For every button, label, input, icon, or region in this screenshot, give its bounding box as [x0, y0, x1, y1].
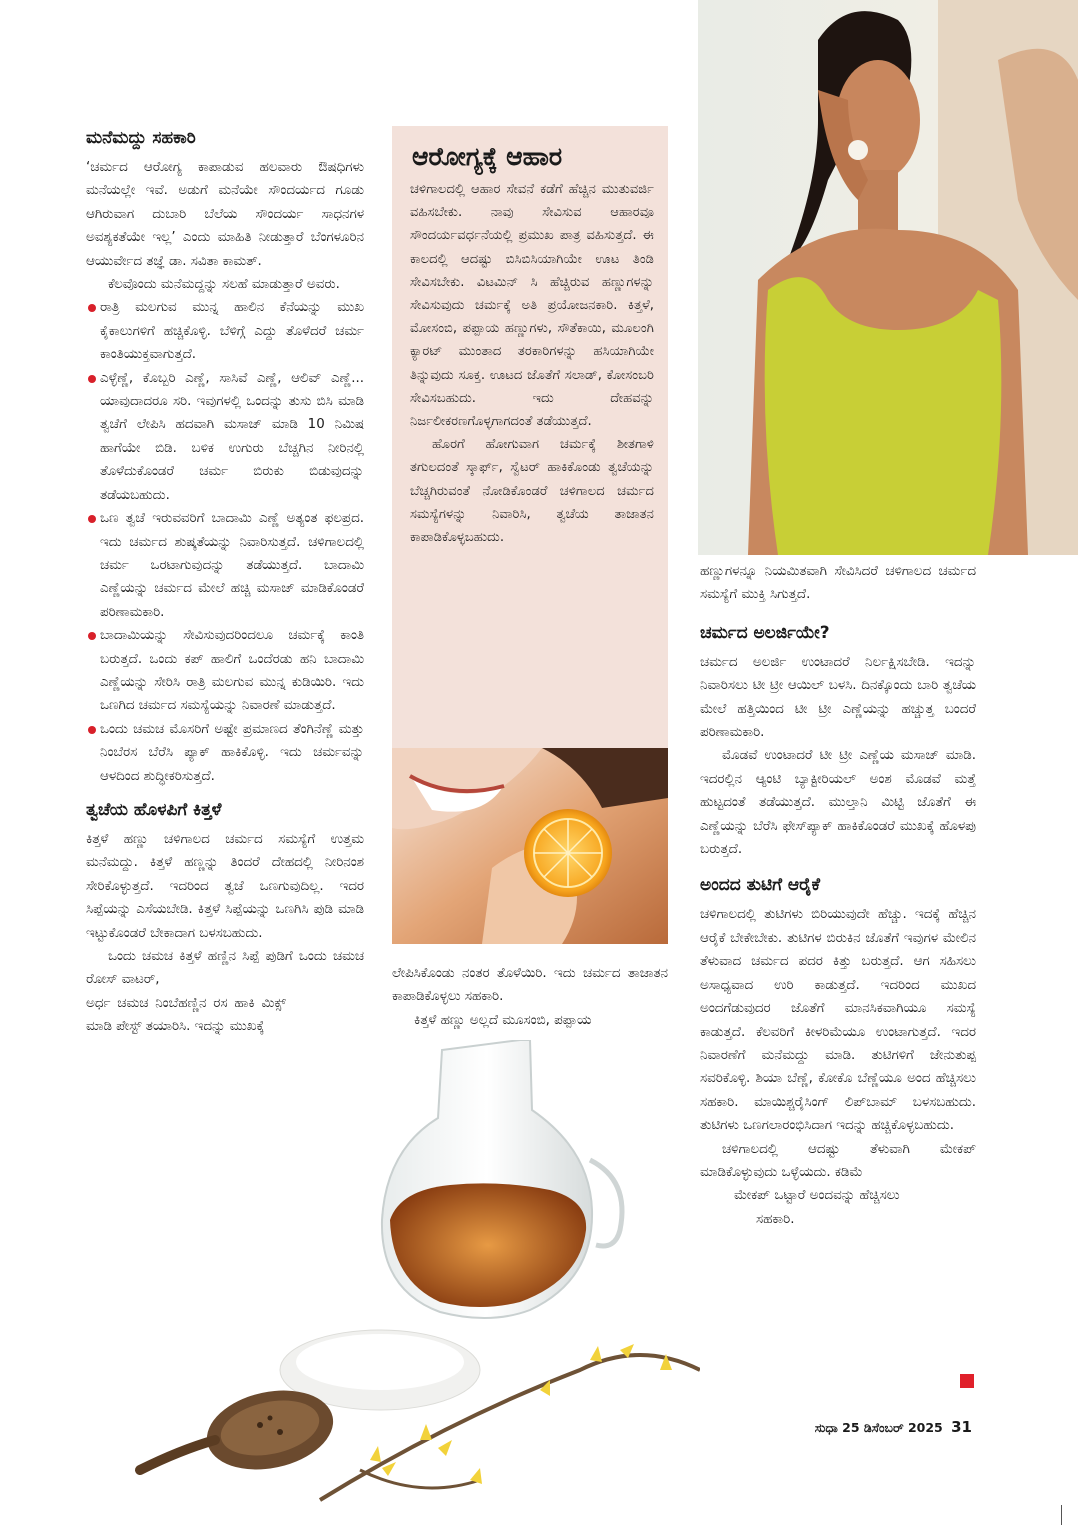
section-heading-home-remedy: ಮನೆಮದ್ದು ಸಹಕಾರಿ: [86, 128, 196, 148]
column-right: [700, 560, 976, 1231]
list-item: ಎಳ್ಳೆಣ್ಣೆ, ಕೊಬ್ಬರಿ ಎಣ್ಣೆ, ಸಾಸಿವೆ ಎಣ್ಣೆ, ಆಲಿವ್ ಎಣ್ಣೆ... ಯಾವುದಾದರೂ ಸರಿ. ಇವುಗಳಲ್ಲಿ ಒಂದನ್ನು ತುಸು ಬಿಸಿ ಮಾಡಿ ತ್ವಚೆಗೆ ಲೇಪಿಸಿ ಹದವಾಗಿ ಮಸಾಜ್ ಮಾಡಿ 10 ನಿಮಿಷ ಹಾಗೆಯೇ ಬಿಡಿ. ಬಳಿಕ ಉಗುರು ಬೆಚ್ಚಗಿನ ನೀರಿನಲ್ಲಿ ತೊಳೆದುಕೊಂಡರೆ ಚರ್ಮ ಬಿರುಕು ಬಿಡುವುದನ್ನು ತಡೆಯಬಹುದು.: [86, 367, 364, 507]
end-mark: [960, 1374, 974, 1388]
section-heading-lips: ಅಂದದ ತುಟಿಗೆ ಆರೈಕೆ: [700, 875, 821, 896]
paragraph: ಚರ್ಮದ ಅಲರ್ಜಿ ಉಂಟಾದರೆ ನಿರ್ಲಕ್ಷಿಸಬೇಡಿ. ಇದನ್ನು ನಿವಾರಿಸಲು ಟೀ ಟ್ರೀ ಆಯಿಲ್ ಬಳಸಿ. ದಿನಕ್ಕೊಂದು ಬಾರಿ ತ್ವಚೆಯ ಮೇಲೆ ಹತ್ತಿಯಿಂದ ಟೀ ಟ್ರೀ ಎಣ್ಣೆಯನ್ನು ಹಚ್ಚುತ್ತ ಬಂದರೆ ಪರಿಣಾಮಕಾರಿ.: [700, 654, 976, 741]
box-title: ಆರೋಗ್ಯಕ್ಕೆ ಆಹಾರ: [412, 142, 563, 171]
photo-woman-applying-cream: [698, 0, 1078, 555]
paragraph: ಒಂದು ಚಮಚ ಕಿತ್ತಳೆ ಹಣ್ಣಿನ ಸಿಪ್ಪೆ ಪುಡಿಗೆ ಒಂದು ಚಮಚ ರೋಸ್ ವಾಟರ್,: [86, 949, 364, 988]
box-text: [410, 178, 654, 549]
page-footer: [815, 1418, 972, 1436]
paragraph: ‘ಚರ್ಮದ ಆರೋಗ್ಯ ಕಾಪಾಡುವ ಹಲವಾರು ಔಷಧಿಗಳು ಮನೆಯಲ್ಲೇ ಇವೆ. ಅಡುಗೆ ಮನೆಯೇ ಸೌಂದರ್ಯದ ಗೂಡು ಆಗಿರುವಾಗ ದುಬಾರಿ ಬೆಲೆಯ ಸೌಂದರ್ಯ ಸಾಧನಗಳ ಅವಶ್ಯಕತೆಯೇ ಇಲ್ಲ’ ಎಂದು ಮಾಹಿತಿ ನೀಡುತ್ತಾರೆ ಬೆಂಗಳೂರಿನ ಆಯುರ್ವೇದ ತಜ್ಞೆ ಡಾ. ಸವಿತಾ ಕಾಮತ್.: [86, 160, 364, 269]
remedy-list: [86, 296, 364, 788]
paragraph: ಲೇಪಿಸಿಕೊಂಡು ನಂತರ ತೊಳೆಯಿರಿ. ಇದು ಚರ್ಮದ ತಾಜಾತನ ಕಾಪಾಡಿಕೊಳ್ಳಲು ಸಹಕಾರಿ.: [392, 966, 668, 1005]
paragraph: ಚಳಿಗಾಲದಲ್ಲಿ ಆದಷ್ಟು ತೆಳುವಾಗಿ ಮೇಕಪ್ ಮಾಡಿಕೊಳ್ಳುವುದು ಒಳ್ಳೆಯದು. ಕಡಿಮೆ: [700, 1141, 976, 1180]
paragraph: ಮೇಕಪ್ ಒಟ್ಟಾರೆ ಅಂದವನ್ನು ಹೆಚ್ಚಿಸಲು: [734, 1188, 900, 1204]
column-middle: [392, 962, 668, 1032]
paragraph: ಚಳಿಗಾಲದಲ್ಲಿ ಆಹಾರ ಸೇವನೆ ಕಡೆಗೆ ಹೆಚ್ಚಿನ ಮುತುವರ್ಜಿ ವಹಿಸಬೇಕು. ನಾವು ಸೇವಿಸುವ ಆಹಾರವೂ ಸೌಂದರ್ಯವರ್ಧನೆಯಲ್ಲಿ ಪ್ರಮುಖ ಪಾತ್ರ ವಹಿಸುತ್ತದೆ. ಈ ಕಾಲದಲ್ಲಿ ಆದಷ್ಟು ಬಿಸಿಬಿಸಿಯಾಗಿಯೇ ಊಟ ತಿಂಡಿ ಸೇವಿಸಬೇಕು. ವಿಟಮಿನ್ ಸಿ ಹೆಚ್ಚಿರುವ ಹಣ್ಣುಗಳನ್ನು ಸೇವಿಸುವುದು ಚರ್ಮಕ್ಕೆ ಅತಿ ಪ್ರಯೋಜನಕಾರಿ. ಕಿತ್ತಳೆ, ಮೋಸಂಬಿ, ಪಪ್ಪಾಯ ಹಣ್ಣುಗಳು, ಸೌತೆಕಾಯಿ, ಮೂಲಂಗಿ ಕ್ಯಾರಟ್ ಮುಂತಾದ ತರಕಾರಿಗಳನ್ನು ಹಸಿಯಾಗಿಯೇ ತಿನ್ನುವುದು ಸೂಕ್ತ. ಊಟದ ಜೊತೆಗೆ ಸಲಾಡ್, ಕೋಸಂಬರಿ ಸೇವಿಸಬಹುದು. ಇದು ದೇಹವನ್ನು ನಿರ್ಜಲೀಕರಣಗೊಳ್ಳಗಾಗದಂತೆ ತಡೆಯುತ್ತದೆ.: [410, 182, 654, 430]
footer-publication: ಸುಧಾ 25 ಡಿಸೆಂಬರ್ 2025: [814, 1420, 943, 1435]
paragraph: ಕೆಲವೊಂದು ಮನೆಮದ್ದನ್ನು ಸಲಹೆ ಮಾಡುತ್ತಾರೆ ಅವರು.: [108, 277, 340, 293]
photo-oil-jar-and-spoon: [120, 1040, 700, 1525]
photo-woman-with-orange: [392, 748, 668, 944]
sidebar-box-food: [392, 126, 668, 748]
paragraph: ಕಿತ್ತಳೆ ಹಣ್ಣು ಅಲ್ಲದೆ ಮೂಸಂಬಿ, ಪಪ್ಪಾಯ: [414, 1012, 592, 1028]
paragraph: ಮೊಡವೆ ಉಂಟಾದರೆ ಟೀ ಟ್ರೀ ಎಣ್ಣೆಯ ಮಸಾಜ್ ಮಾಡಿ. ಇದರಲ್ಲಿನ ಆ್ಯಂಟಿ ಬ್ಯಾಕ್ಟೀರಿಯಲ್ ಅಂಶ ಮೊಡವೆ ಮತ್ತೆ ಹುಟ್ಟದಂತೆ ತಡೆಯುತ್ತದೆ. ಮುಲ್ತಾನಿ ಮಿಟ್ಟಿ ಜೊತೆಗೆ ಈ ಎಣ್ಣೆಯನ್ನು ಬೆರೆಸಿ ಫೇಸ್‌ಪ್ಯಾಕ್ ಹಾಕಿಕೊಂಡರೆ ಮುಖಕ್ಕೆ ಹೊಳಪು ಬರುತ್ತದೆ.: [700, 748, 976, 858]
list-item: ರಾತ್ರಿ ಮಲಗುವ ಮುನ್ನ ಹಾಲಿನ ಕೆನೆಯನ್ನು ಮುಖ ಕೈಕಾಲುಗಳಿಗೆ ಹಚ್ಚಿಕೊಳ್ಳಿ. ಬೆಳಿಗ್ಗೆ ಎದ್ದು ತೊಳೆದರೆ ಚರ್ಮ ಕಾಂತಿಯುಕ್ತವಾಗುತ್ತದೆ.: [86, 296, 364, 366]
paragraph: ಅರ್ಧ ಚಮಚ ನಿಂಬೆಹಣ್ಣಿನ ರಸ ಹಾಕಿ ಮಿಕ್ಸ್ ಮಾಡಿ ಪೇಸ್ಟ್ ತಯಾರಿಸಿ. ಇದನ್ನು ಮುಖಕ್ಕೆ: [86, 995, 286, 1035]
paragraph: ಹೊರಗೆ ಹೋಗುವಾಗ ಚರ್ಮಕ್ಕೆ ಶೀತಗಾಳಿ ತಗುಲದಂತೆ ಸ್ಕಾರ್ಫ್, ಸ್ವೆಟರ್ ಹಾಕಿಕೊಂಡು ತ್ವಚೆಯನ್ನು ಬೆಚ್ಚಗಿರುವಂತೆ ನೋಡಿಕೊಂಡರೆ ಚಳಿಗಾಲದ ಚರ್ಮದ ಸಮಸ್ಯೆಗಳನ್ನು ನಿವಾರಿಸಿ, ತ್ವಚೆಯ ತಾಜಾತನ ಕಾಪಾಡಿಕೊಳ್ಳಬಹುದು.: [410, 437, 654, 546]
column-left: [86, 126, 364, 1039]
paragraph: ಹಣ್ಣುಗಳನ್ನೂ ನಿಯಮಿತವಾಗಿ ಸೇವಿಸಿದರೆ ಚಳಿಗಾಲದ ಚರ್ಮದ ಸಮಸ್ಯೆಗೆ ಮುಕ್ತಿ ಸಿಗುತ್ತದೆ.: [700, 564, 976, 603]
list-item: ಒಣ ತ್ವಚೆ ಇರುವವರಿಗೆ ಬಾದಾಮಿ ಎಣ್ಣೆ ಅತ್ಯಂತ ಫಲಪ್ರದ. ಇದು ಚರ್ಮದ ಶುಷ್ಕತೆಯನ್ನು ನಿವಾರಿಸುತ್ತದೆ. ಚಳಿಗಾಲದಲ್ಲಿ ಚರ್ಮ ಒರಟಾಗುವುದನ್ನು ತಡೆಯುತ್ತದೆ. ಬಾದಾಮಿ ಎಣ್ಣೆಯನ್ನು ಚರ್ಮದ ಮೇಲೆ ಹಚ್ಚಿ ಮಸಾಜ್ ಮಾಡಿಕೊಂಡರೆ ಪರಿಣಾಮಕಾರಿ.: [86, 507, 364, 624]
section-heading-allergy: ಚರ್ಮದ ಅಲರ್ಜಿಯೇ?: [700, 622, 830, 643]
page-number: 31: [951, 1418, 972, 1436]
section-heading-orange: ತ್ವಚೆಯ ಹೊಳಪಿಗೆ ಕಿತ್ತಳೆ: [86, 799, 222, 820]
paragraph: ಕಿತ್ತಳೆ ಹಣ್ಣು ಚಳಿಗಾಲದ ಚರ್ಮದ ಸಮಸ್ಯೆಗೆ ಉತ್ತಮ ಮನೆಮದ್ದು. ಕಿತ್ತಳೆ ಹಣ್ಣನ್ನು ತಿಂದರೆ ದೇಹದಲ್ಲಿ ನೀರಿನಂಶ ಸೇರಿಕೊಳ್ಳುತ್ತದೆ. ಇದರಿಂದ ತ್ವಚೆ ಒಣಗುವುದಿಲ್ಲ. ಇದರ ಸಿಪ್ಪೆಯನ್ನು ಎಸೆಯಬೇಡಿ. ಕಿತ್ತಳೆ ಸಿಪ್ಪೆಯನ್ನು ಒಣಗಿಸಿ ಪುಡಿ ಮಾಡಿ ಇಟ್ಟುಕೊಂಡರೆ ಬೇಕಾದಾಗ ಬಳಸಬಹುದು.: [86, 831, 364, 941]
paragraph: ಸಹಕಾರಿ.: [756, 1211, 795, 1227]
paragraph: ಚಳಿಗಾಲದಲ್ಲಿ ತುಟಿಗಳು ಬಿರಿಯುವುದೇ ಹೆಚ್ಚು. ಇದಕ್ಕೆ ಹೆಚ್ಚಿನ ಆರೈಕೆ ಬೇಕೇಬೇಕು. ತುಟಿಗಳ ಬಿರುಕಿನ ಜೊತೆಗೆ ಇವುಗಳ ಮೇಲಿನ ತೆಳುವಾದ ಚರ್ಮದ ಪದರ ಕಿತ್ತು ಬರುತ್ತದೆ. ಆಗ ಸಹಿಸಲು ಅಸಾಧ್ಯವಾದ ಉರಿ ಕಾಡುತ್ತದೆ. ಇದರಿಂದ ಮುಖದ ಅಂದಗೆಡುವುದರ ಜೊತೆಗೆ ಮಾನಸಿಕವಾಗಿಯೂ ಸಮಸ್ಯೆ ಕಾಡುತ್ತದೆ. ಕೆಲವರಿಗೆ ಕೀಳರಿಮೆಯೂ ಉಂಟಾಗುತ್ತದೆ. ಇದರ ನಿವಾರಣೆಗೆ ಮನೆಮದ್ದು ಮಾಡಿ. ತುಟಿಗಳಿಗೆ ಜೇನುತುಪ್ಪ ಸವರಿಕೊಳ್ಳಿ. ಶಿಯಾ ಬೆಣ್ಣೆ, ಕೋಕೊ ಬೆಣ್ಣೆಯೂ ಅಂದ ಹೆಚ್ಚಿಸಲು ಸಹಕಾರಿ. ಮಾಯಿಶ್ಚರೈಸಿಂಗ್ ಲಿಪ್‌ಬಾಮ್ ಬಳಸಬಹುದು. ತುಟಿಗಳು ಒಣಗಲಾರಂಭಿಸಿದಾಗ ಇದನ್ನು ಹಚ್ಚಿಕೊಳ್ಳಬಹುದು.: [700, 907, 976, 1134]
crop-mark-right-bottom: [1061, 1505, 1062, 1525]
list-item: ಒಂದು ಚಮಚ ಮೊಸರಿಗೆ ಅಷ್ಟೇ ಪ್ರಮಾಣದ ತೆಂಗಿನೆಣ್ಣೆ ಮತ್ತು ನಿಂಬೆರಸ ಬೆರೆಸಿ ಪ್ಯಾಕ್ ಹಾಕಿಕೊಳ್ಳಿ. ಇದು ಚರ್ಮವನ್ನು ಆಳದಿಂದ ಶುದ್ಧೀಕರಿಸುತ್ತದೆ.: [86, 718, 364, 788]
list-item: ಬಾದಾಮಿಯನ್ನು ಸೇವಿಸುವುದರಿಂದಲೂ ಚರ್ಮಕ್ಕೆ ಕಾಂತಿ ಬರುತ್ತದೆ. ಒಂದು ಕಪ್ ಹಾಲಿಗೆ ಒಂದೆರಡು ಹನಿ ಬಾದಾಮಿ ಎಣ್ಣೆಯನ್ನು ಸೇರಿಸಿ ರಾತ್ರಿ ಮಲಗುವ ಮುನ್ನ ಕುಡಿಯಿರಿ. ಇದು ಒಣಗಿದ ಚರ್ಮದ ಸಮಸ್ಯೆಯನ್ನು ನಿವಾರಣೆ ಮಾಡುತ್ತದೆ.: [86, 624, 364, 718]
